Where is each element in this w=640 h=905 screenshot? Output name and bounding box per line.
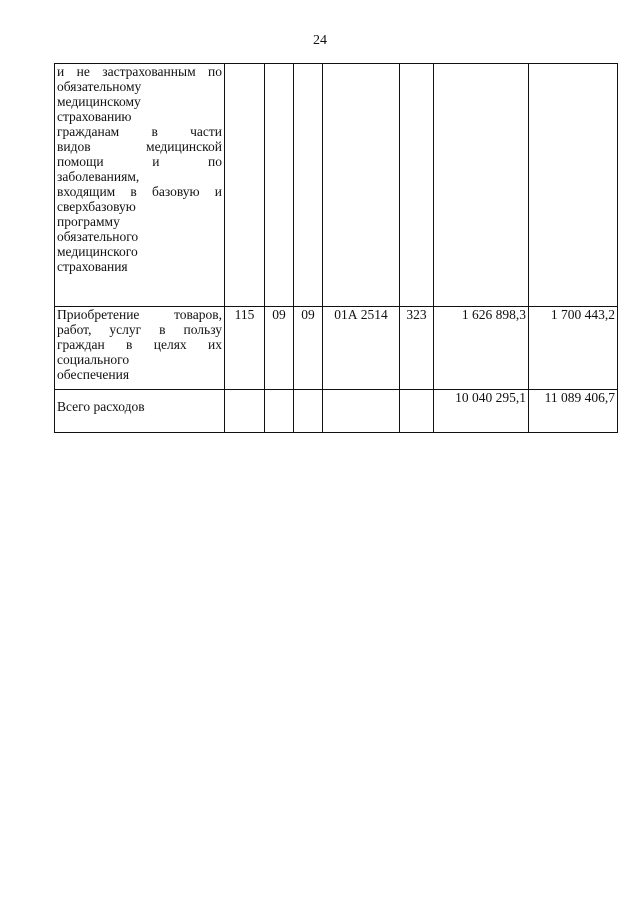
row-description [55, 64, 225, 307]
amount-year1-cell [434, 64, 529, 307]
total-year2-cell: 11 089 406,7 [529, 390, 618, 433]
description-line: медицинского [57, 244, 138, 259]
amount-year2-cell: 1 700 443,2 [529, 307, 618, 390]
table-row [55, 307, 618, 390]
amount-year1-cell: 1 626 898,3 [434, 307, 529, 390]
target-article-cell: 01А 2514 [323, 307, 400, 390]
empty-cell [323, 390, 400, 433]
total-year1-cell: 10 040 295,1 [434, 390, 529, 433]
description-line: входящим в базовую и [57, 184, 222, 199]
subsection-code-cell [294, 64, 323, 307]
description-line: гражданам в части [57, 124, 222, 139]
description-line: помощи и по [57, 154, 222, 169]
section-code-cell [265, 64, 294, 307]
description-line: Приобретение товаров, [57, 307, 222, 322]
description-line: работ, услуг в пользу [57, 322, 222, 337]
total-row [55, 390, 618, 433]
empty-cell [294, 390, 323, 433]
amount-year2-cell [529, 64, 618, 307]
description-line: заболеваниям, [57, 169, 140, 184]
description-line: программу [57, 214, 120, 229]
description-line: страхования [57, 259, 128, 274]
table-row [55, 64, 618, 307]
subsection-code-cell: 09 [294, 307, 323, 390]
total-label-cell [55, 390, 225, 433]
expense-type-cell: 323 [400, 307, 434, 390]
description-line: социального [57, 352, 130, 367]
expense-type-cell [400, 64, 434, 307]
description-line: медицинскому [57, 94, 141, 109]
total-label: Всего расходов [57, 399, 145, 414]
ministry-code-cell: 115 [225, 307, 265, 390]
description-line: видов медицинской [57, 139, 222, 154]
empty-cell [265, 390, 294, 433]
description-line: обязательного [57, 229, 139, 244]
empty-cell [400, 390, 434, 433]
description-line: обязательному [57, 79, 142, 94]
description-line: обеспечения [57, 367, 130, 382]
section-code-cell: 09 [265, 307, 294, 390]
empty-cell [225, 390, 265, 433]
description-line: граждан в целях их [57, 337, 222, 352]
description-line: и не застрахованным по [57, 64, 222, 79]
description-line: сверхбазовую [57, 199, 136, 214]
budget-table [54, 63, 618, 433]
target-article-cell [323, 64, 400, 307]
page-number: 24 [313, 33, 327, 48]
ministry-code-cell [225, 64, 265, 307]
description-line: страхованию [57, 109, 132, 124]
row-description [55, 307, 225, 390]
